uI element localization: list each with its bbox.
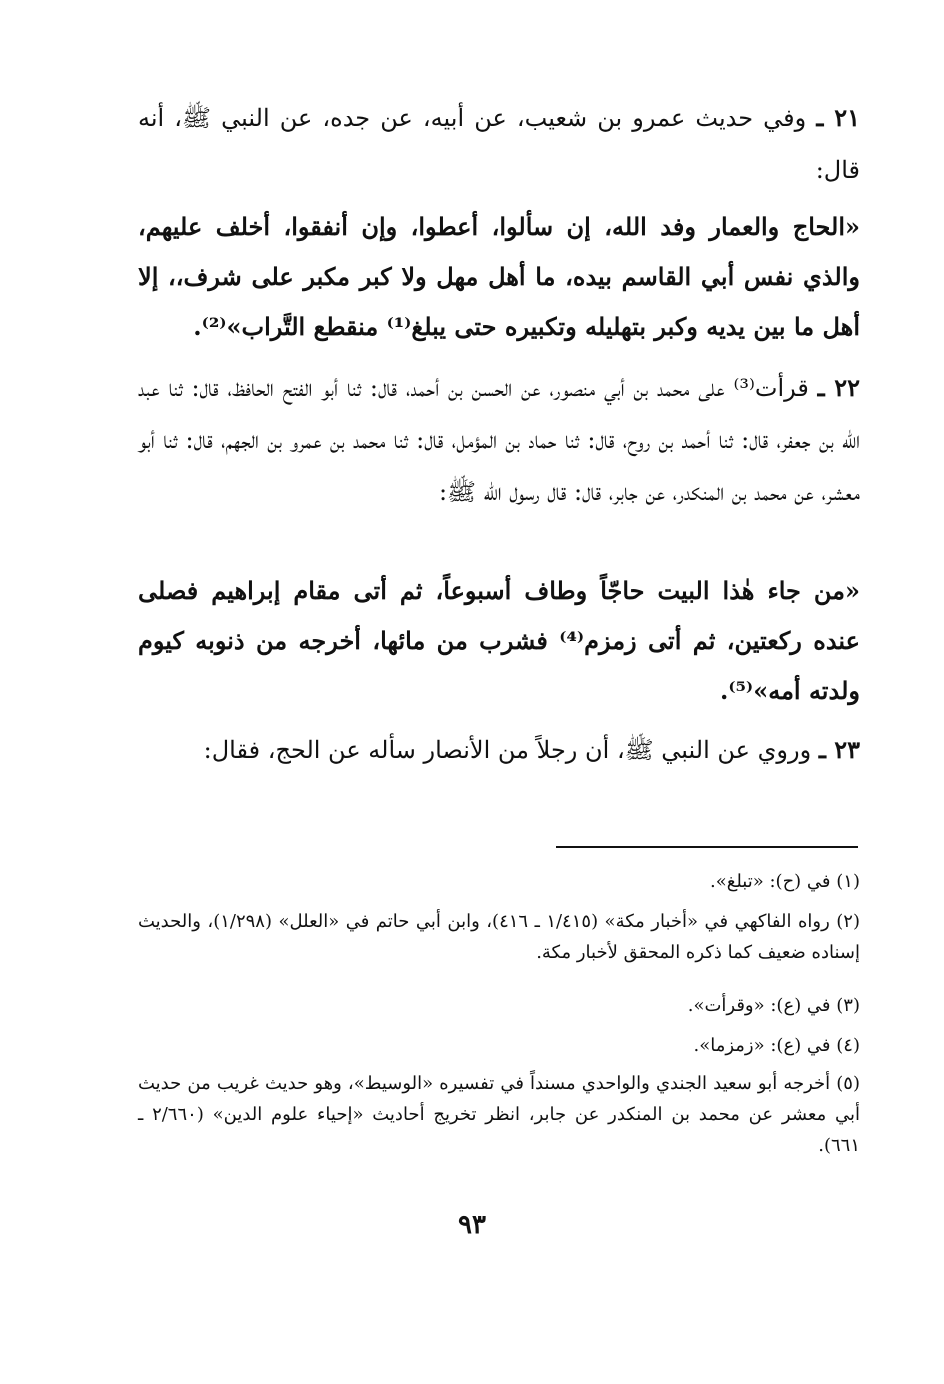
hadith-21-intro: [138, 92, 860, 196]
hadith-21-intro-text: وفي حديث عمرو بن شعيب، عن أبيه، عن جده، عن النبي ﷺ، أنه قال:: [138, 104, 860, 184]
footnote-3: (٣) في (ع): «وقرأت».: [687, 995, 860, 1016]
hadith-23-number: ٢٣ ـ: [818, 735, 860, 764]
hadith-22-quote: «من جاء هٰذا البيت حاجّاً وطاف أسبوعاً، ثم أتى مقام إبراهيم فصلى عنده ركعتين، ثم أتى زمزم⁽⁴⁾ فشرب من مائها، أخرجه من ذنوبه كيوم ولدته أمه»⁽⁵⁾.: [138, 576, 860, 705]
hadith-21-quote: «الحاج والعمار وفد الله، إن سألوا، أعطوا، وإن أنفقوا، أخلف عليهم، والذي نفس أبي القاسم بيده، ما أهل مهل ولا كبر مكبر على شرف،، إلا أهل ما بين يديه وكبر بتهليله وتكبيره حتى يبلغ⁽¹⁾ منقطع التَّراب»⁽²⁾.: [138, 212, 860, 341]
footnote-separator: [556, 846, 858, 848]
footnote-2: (٢) رواه الفاكهي في «أخبار مكة» (١/٤١٥ ـ ٤١٦)، وابن أبي حاتم في «العلل» (١/٢٩٨)، والحديث إسناده ضعيف كما ذكره المحقق لأخبار مكة.: [138, 911, 860, 963]
footnote-4: (٤) في (ع): «زمزما».: [693, 1035, 860, 1056]
footnote-5: (٥) أخرجه أبو سعيد الجندي والواحدي مسنداً في تفسيره «الوسيط»، وهو حديث غريب من حديث أبي معشر عن محمد بن المنكدر عن جابر، انظر تخريج أحاديث «إحياء علوم الدين» (٢/٦٦٠ ـ ٦٦١).: [138, 1073, 861, 1156]
footnote-1: (١) في (ح): «تبلغ».: [710, 871, 860, 892]
hadith-22-number: ٢٢ ـ: [817, 373, 860, 402]
hadith-23-text: [138, 724, 860, 776]
hadith-23-body: وروي عن النبي ﷺ، أن رجلاً من الأنصار سأله عن الحج، فقال:: [203, 736, 812, 764]
hadith-22-body: قرأت⁽³⁾ على محمد بن أبي منصور، عن الحسن بن أحمد، قال: ثنا أبو الفتح الحافظ، قال: ثنا عبد الله بن جعفر، قال: ثنا أحمد بن روح، قال: ثنا حماد بن المؤمل، قال: ثنا محمد بن عمرو بن الجهم، قال: ثنا أبو معشر، عن محمد بن المنكدر، عن جابر، قال: قال رسول الله ﷺ:: [138, 374, 860, 506]
page-number: ٩٣: [458, 1210, 486, 1240]
hadith-21-number: ٢١ ـ: [816, 103, 860, 132]
hadith-22-text: [138, 362, 860, 518]
